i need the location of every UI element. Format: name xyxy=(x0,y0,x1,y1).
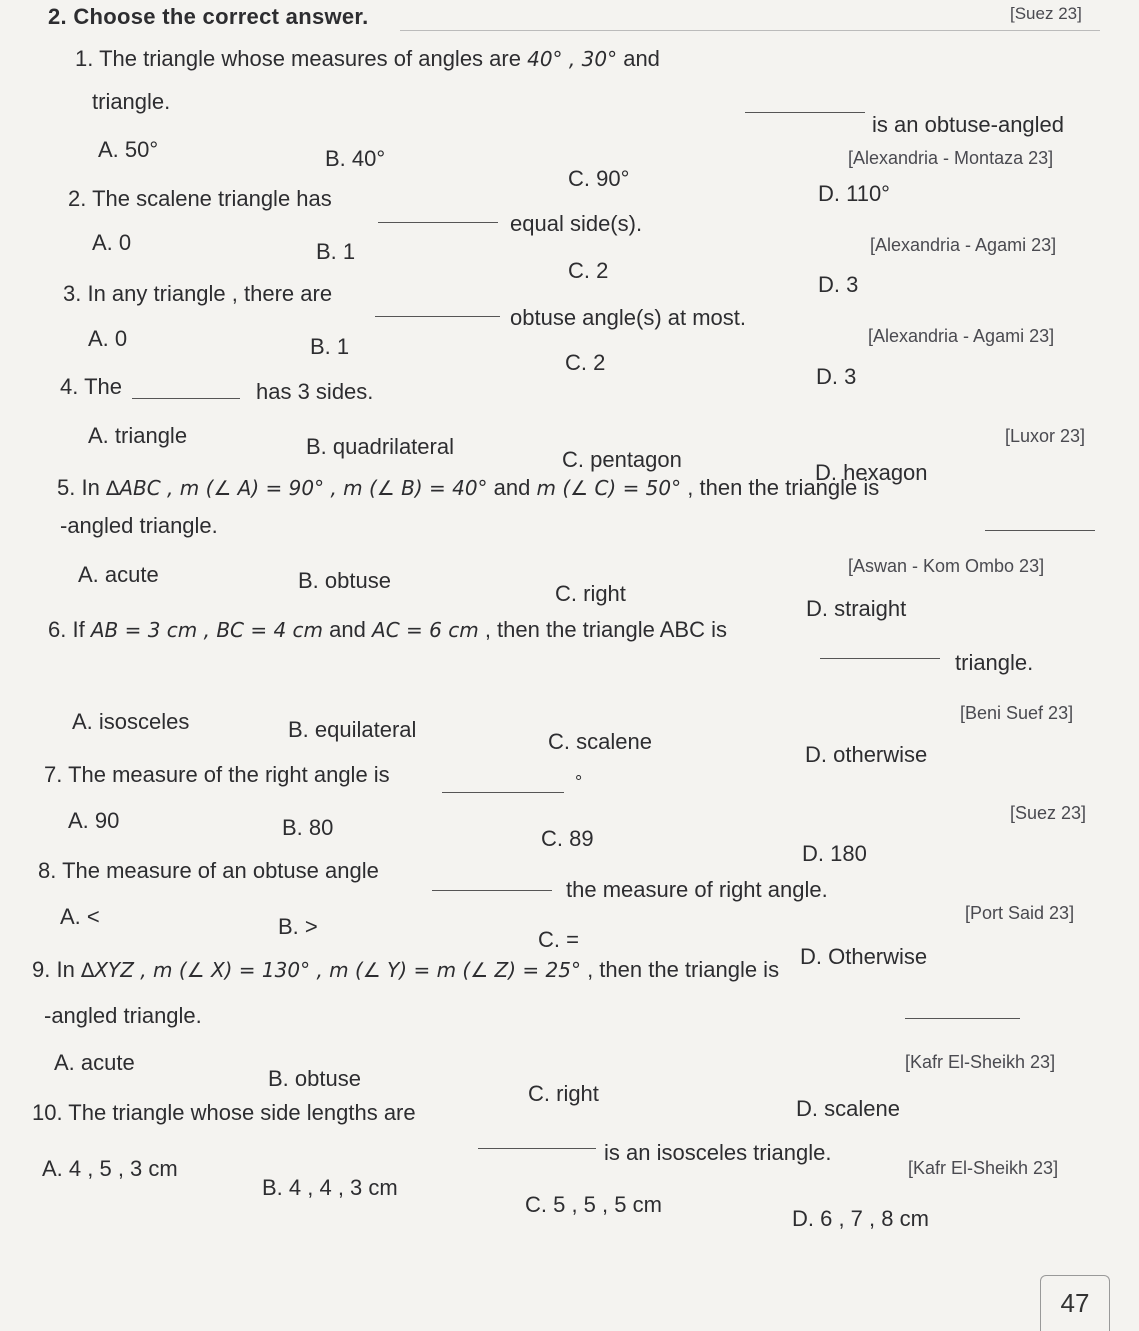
question-1-angles: 40° , 30° xyxy=(527,47,618,71)
question-8-option-b[interactable]: B. > xyxy=(278,914,318,939)
question-1-option-a[interactable]: A. 50° xyxy=(98,137,159,162)
question-3-stem: 3. In any triangle , there are xyxy=(63,281,333,306)
question-1-option-d[interactable]: D. 110° xyxy=(818,181,890,206)
question-6-option-c[interactable]: C. scalene xyxy=(548,729,652,754)
question-6-stem-and: and xyxy=(329,617,366,642)
question-6-stem xyxy=(48,617,727,643)
question-7-blank[interactable] xyxy=(442,792,564,793)
question-7-stem: 7. The measure of the right angle is xyxy=(44,762,390,787)
question-1-option-c[interactable]: C. 90° xyxy=(568,166,630,191)
question-9-stem-text: 9. In xyxy=(32,957,75,982)
question-5-stem-then: , then the triangle is xyxy=(687,475,880,500)
question-2-option-d[interactable]: D. 3 xyxy=(818,272,859,297)
question-8-stem: 8. The measure of an obtuse angle xyxy=(38,858,379,883)
section-heading: 2. Choose the correct answer. xyxy=(48,4,369,29)
question-1-blank[interactable] xyxy=(745,112,865,113)
question-6-option-a[interactable]: A. isosceles xyxy=(72,709,190,734)
question-7-degree: ° xyxy=(575,772,583,792)
question-8-option-c[interactable]: C. = xyxy=(538,927,579,952)
question-6-blank[interactable] xyxy=(820,658,940,659)
question-4-option-d[interactable]: D. hexagon xyxy=(815,460,928,485)
question-5-stem-cont: -angled triangle. xyxy=(60,513,218,538)
question-10-stem: 10. The triangle whose side lengths are xyxy=(32,1100,416,1125)
question-5-option-a[interactable]: A. acute xyxy=(78,562,159,587)
question-4-option-b[interactable]: B. quadrilateral xyxy=(306,434,454,459)
question-2-option-b[interactable]: B. 1 xyxy=(316,239,356,264)
question-5-blank[interactable] xyxy=(985,530,1095,531)
question-6-stem-then: , then the triangle ABC is xyxy=(484,617,727,642)
question-1-stem xyxy=(75,46,660,72)
question-5-option-d[interactable]: D. straight xyxy=(806,596,907,621)
question-5-option-c[interactable]: C. right xyxy=(555,581,626,606)
question-10-option-b[interactable]: B. 4 , 4 , 3 cm xyxy=(262,1175,398,1200)
question-1-source: [Alexandria - Montaza 23] xyxy=(848,148,1054,168)
question-4-option-a[interactable]: A. triangle xyxy=(88,423,188,448)
question-3-blank[interactable] xyxy=(375,316,500,317)
page-number: 47 xyxy=(1040,1275,1110,1331)
question-8-blank[interactable] xyxy=(432,890,552,891)
question-5-given: ∆ABC , m (∠ A) = 90° , m (∠ B) = 40° xyxy=(105,476,488,500)
question-10-option-c[interactable]: C. 5 , 5 , 5 cm xyxy=(525,1192,662,1217)
question-8-option-a[interactable]: A. < xyxy=(60,904,100,929)
question-2-source: [Alexandria - Agami 23] xyxy=(870,235,1057,255)
question-4-stem-end: has 3 sides. xyxy=(256,379,374,404)
question-8-source: [Port Said 23] xyxy=(965,903,1075,923)
section-source: [Suez 23] xyxy=(1010,4,1082,23)
question-9-option-a[interactable]: A. acute xyxy=(54,1050,135,1075)
question-1-stem-end: is an obtuse-angled xyxy=(872,112,1065,137)
question-5-stem xyxy=(57,475,879,501)
question-6-option-b[interactable]: B. equilateral xyxy=(288,717,417,742)
question-2-blank[interactable] xyxy=(378,222,498,223)
question-10-stem-end: is an isosceles triangle. xyxy=(604,1140,832,1165)
question-1-stem-text: 1. The triangle whose measures of angles are xyxy=(75,46,521,71)
question-4-option-c[interactable]: C. pentagon xyxy=(562,447,682,472)
question-9-stem-then: , then the triangle is xyxy=(587,957,780,982)
question-6-source: [Beni Suef 23] xyxy=(960,703,1074,723)
question-7-option-c[interactable]: C. 89 xyxy=(541,826,594,851)
question-9-stem xyxy=(32,957,779,983)
question-9-given: ∆XYZ , m (∠ X) = 130° , m (∠ Y) = m (∠ Z) = 25° xyxy=(80,958,581,982)
question-2-option-a[interactable]: A. 0 xyxy=(92,230,132,255)
question-2-stem-end: equal side(s). xyxy=(510,211,643,236)
question-9-stem-cont: -angled triangle. xyxy=(44,1003,202,1028)
question-3-stem-end: obtuse angle(s) at most. xyxy=(510,305,747,330)
question-8-option-d[interactable]: D. Otherwise xyxy=(800,944,928,969)
question-7-source: [Suez 23] xyxy=(1010,803,1087,823)
question-6-stem-text: 6. If xyxy=(48,617,85,642)
question-5-given-c: m (∠ C) = 50° xyxy=(536,476,682,500)
question-3-option-a[interactable]: A. 0 xyxy=(88,326,128,351)
question-7-option-a[interactable]: A. 90 xyxy=(68,808,120,833)
question-1-stem-and: and xyxy=(623,46,660,71)
question-10-option-a[interactable]: A. 4 , 5 , 3 cm xyxy=(42,1156,178,1181)
question-6-option-d[interactable]: D. otherwise xyxy=(805,742,928,767)
question-4-source: [Luxor 23] xyxy=(1005,426,1086,446)
question-9-blank[interactable] xyxy=(905,1018,1020,1019)
question-6-given: AB = 3 cm , BC = 4 cm xyxy=(90,618,324,642)
question-2-stem: 2. The scalene triangle has xyxy=(68,186,332,211)
question-6-stem-end: triangle. xyxy=(955,650,1034,675)
question-1-stem-cont: triangle. xyxy=(92,89,171,114)
header-rule xyxy=(400,30,1100,31)
question-7-option-d[interactable]: D. 180 xyxy=(802,841,867,866)
question-1-option-b[interactable]: B. 40° xyxy=(325,146,386,171)
question-5-option-b[interactable]: B. obtuse xyxy=(298,568,391,593)
question-9-option-d[interactable]: D. scalene xyxy=(796,1096,900,1121)
question-3-source: [Alexandria - Agami 23] xyxy=(868,326,1055,346)
question-7-option-b[interactable]: B. 80 xyxy=(282,815,334,840)
question-5-stem-and: and xyxy=(493,475,531,500)
question-10-blank[interactable] xyxy=(478,1148,596,1149)
question-10-source: [Kafr El-Sheikh 23] xyxy=(908,1158,1059,1178)
question-6-given-ac: AC = 6 cm xyxy=(372,618,479,642)
question-10-option-d[interactable]: D. 6 , 7 , 8 cm xyxy=(792,1206,929,1231)
question-9-source: [Kafr El-Sheikh 23] xyxy=(905,1052,1056,1072)
question-3-option-d[interactable]: D. 3 xyxy=(816,364,857,389)
question-8-stem-end: the measure of right angle. xyxy=(566,877,828,902)
question-9-option-b[interactable]: B. obtuse xyxy=(268,1066,361,1091)
question-3-option-c[interactable]: C. 2 xyxy=(565,350,606,375)
question-3-option-b[interactable]: B. 1 xyxy=(310,334,350,359)
question-5-source: [Aswan - Kom Ombo 23] xyxy=(848,556,1045,576)
question-4-blank[interactable] xyxy=(132,398,240,399)
question-9-option-c[interactable]: C. right xyxy=(528,1081,599,1106)
question-2-option-c[interactable]: C. 2 xyxy=(568,258,609,283)
question-4-stem: 4. The xyxy=(60,374,122,399)
question-5-stem-text: 5. In xyxy=(57,475,100,500)
